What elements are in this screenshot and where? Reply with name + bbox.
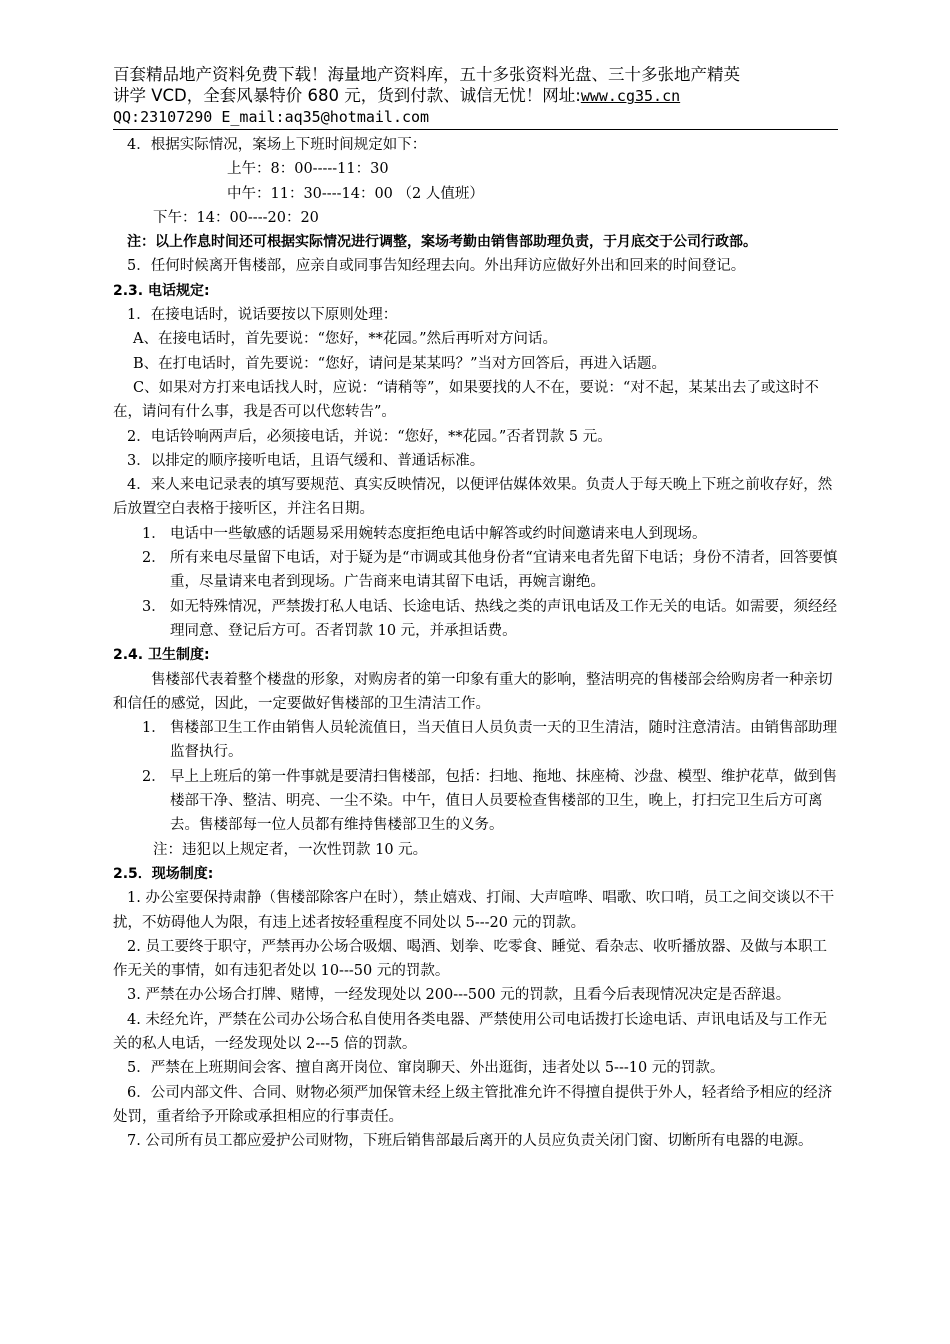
site-item: 7. 公司所有员工都应爱护公司财物，下班后销售部最后离开的人员应负责关闭门窗、切断所有电器的电源。: [127, 1133, 813, 1150]
phone-list-item: [113, 595, 838, 644]
site-heading: 2.5．现场制度:: [113, 865, 214, 882]
list-number: 2．: [142, 550, 166, 567]
phone-pC: C、如果对方打来电话找人时，应说：“请稍等”，如果要找的人不在，要说：“对不起，某某出去了或这时不在，请问有什么事，我是否可以代您转告”。: [113, 379, 819, 421]
site-item: 6．公司内部文件、合同、财物必须严加保管未经上级主管批准允许不得擅自提供于外人，轻者给予相应的经济处罚，重者给予开除或承担相应的行事责任。: [113, 1084, 833, 1125]
phone-p1: 1．在接电话时，说话要按以下原则处理：: [127, 307, 398, 324]
site-item: 5．严禁在上班期间会客、擅自离开岗位、窜岗聊天、外出逛街，违者处以 5---10 元的罚款。: [127, 1060, 725, 1077]
list-number: 2．: [142, 768, 166, 785]
hygiene-intro: 售楼部代表着整个楼盘的形象，对购房者的第一印象有重大的影响，整洁明亮的售楼部会给购房者一种亲切和信任的感觉，因此，一定要做好售楼部的卫生清洁工作。: [113, 671, 833, 712]
list-number: 1．: [142, 525, 166, 542]
phone-p3: 3．以排定的顺序接听电话，且语气缓和、普通话标准。: [127, 452, 485, 469]
website-link[interactable]: www.cg35.cn: [580, 87, 681, 105]
phone-p4: 4．来人来电记录表的填写要规范、真实反映情况，以便评估媒体效果。负责人于每天晚上下班之前收存好，然后放置空白表格于接听区，并注名日期。: [113, 477, 833, 518]
phone-pA: A、在接电话时，首先要说：“您好，**花园。”然后再听对方问话。: [133, 331, 558, 348]
hygiene-heading: 2.4. 卫生制度:: [113, 647, 210, 664]
list-text: 如无特殊情况，严禁拨打私人电话、长途电话、热线之类的声讯电话及工作无关的电话。如需要，须经经理同意、登记后方可。否者罚款 10 元，并承担话费。: [170, 598, 837, 639]
phone-heading: 2.3. 电话规定:: [113, 282, 210, 299]
phone-pB: B、在打电话时，首先要说：“您好，请问是某某吗？”当对方回答后，再进入话题。: [133, 355, 666, 372]
page-header: [113, 64, 838, 130]
hygiene-note: 注：违犯以上规定者，一次性罚款 10 元。: [153, 841, 428, 858]
header-line-1: 百套精品地产资料免费下载！海量地产资料库，五十多张资料光盘、三十多张地产精英: [113, 65, 740, 84]
schedule-intro: 4．根据实际情况，案场上下班时间规定如下：: [127, 137, 427, 153]
list-text: 所有来电尽量留下电话，对于疑为是“市调或其他身份者“宜请来电者先留下电话；身份不清者，回答要慎重，尽量请来电者到现场。广告商来电请其留下电话，再婉言谢绝。: [170, 550, 838, 591]
site-item: 4. 未经允许，严禁在公司办公场合私自使用各类电器、严禁使用公司电话拨打长途电话、声讯电话及与工作无关的私人电话，一经发现处以 2---5 倍的罚款。: [113, 1011, 827, 1052]
phone-p2: 2．电话铃响两声后，必须接电话，并说：“您好，**花园。”否者罚款 5 元。: [127, 428, 612, 445]
header-line-2-text: 讲学 VCD，全套风暴特价 680 元，货到付款、诚信无忧！网址:: [113, 86, 581, 105]
phone-list-item: [113, 522, 838, 546]
list-number: 3．: [142, 598, 166, 615]
header-line-3: QQ:23107290 E_mail:aq35@hotmail.com: [113, 108, 430, 126]
site-item: 2. 员工要终于职守，严禁再办公场合吸烟、喝酒、划拳、吃零食、睡觉、看杂志、收听播放器、及做与本职工作无关的事情，如有违犯者处以 10---50 元的罚款。: [113, 938, 827, 980]
schedule-item-5: 5．任何时候离开售楼部，应亲自或同事告知经理去向。外出拜访应做好外出和回来的时间登记。: [127, 258, 746, 275]
list-text: 早上上班后的第一件事就是要清扫售楼部，包括：扫地、拖地、抹座椅、沙盘、模型、维护花草，做到售楼部干净、整洁、明亮、一尘不染。中午，值日人员要检查售楼部的卫生，晚上，打扫完卫生后方可离去。售楼部每一位人员都有维持售楼部卫生的义务。: [170, 768, 837, 834]
list-number: 1．: [142, 720, 166, 737]
list-text: 电话中一些敏感的话题易采用婉转态度拒绝电话中解答或约时间邀请来电人到现场。: [170, 525, 707, 542]
schedule-noon: 中午：11：30----14：00 （2 人值班）: [227, 185, 484, 202]
site-item: 3. 严禁在办公场合打牌、赌博，一经发现处以 200---500 元的罚款，且看今后表现情况决定是否辞退。: [127, 987, 791, 1004]
header-line-2: [113, 85, 838, 107]
phone-list-item: [113, 546, 838, 595]
document-page: [113, 64, 838, 1153]
schedule-note: 注：以上作息时间还可根据实际情况进行调整，案场考勤由销售部助理负责，于月底交于公司行政部。: [127, 234, 757, 251]
schedule-afternoon: 下午：14：00----20：20: [153, 209, 319, 226]
list-text: 售楼部卫生工作由销售人员轮流值日，当天值日人员负责一天的卫生清洁，随时注意清洁。由销售部助理监督执行。: [170, 720, 837, 761]
hygiene-list-item: [113, 765, 838, 838]
site-item: 1. 办公室要保持肃静（售楼部除客户在时），禁止嬉戏、打闹、大声喧哗、唱歌、吹口哨，员工之间交谈以不干扰，不妨碍他人为限，有违上述者按轻重程度不同处以 5---20 元的罚款。: [113, 890, 835, 931]
hygiene-list-item: [113, 716, 838, 765]
schedule-morning: 上午：8：00-----11：30: [227, 161, 389, 178]
